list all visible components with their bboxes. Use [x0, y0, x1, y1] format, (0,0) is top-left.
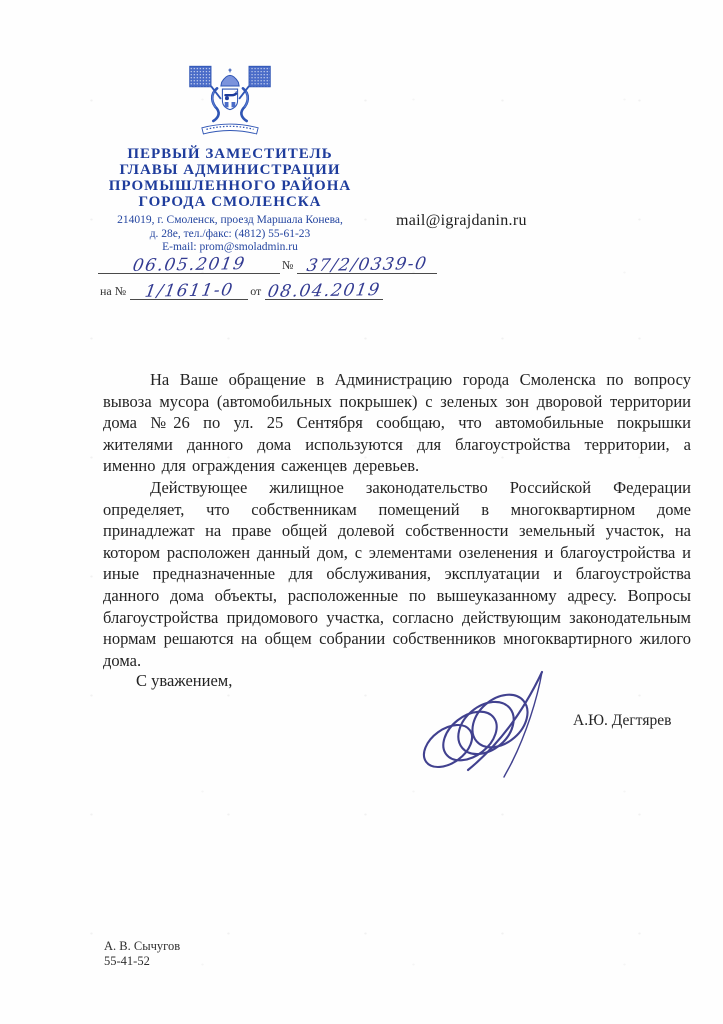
reply-number-handwritten: 1/1611-0 [143, 280, 236, 302]
reply-date-field [265, 279, 383, 300]
handwritten-signature [412, 658, 570, 786]
outgoing-reference-line [98, 253, 443, 277]
sender-title-line: ГОРОДА СМОЛЕНСКА [138, 194, 322, 210]
sender-title-line: ГЛАВЫ АДМИНИСТРАЦИИ [119, 162, 341, 178]
body-paragraph: На Ваше обращение в Администрацию города Смоленска по вопросу вывоза мусора (автомобильных покрышек) с зеленых зон дворовой территории дома №26 по ул. 25 Сентября сообщаю, что автомобильные покрышки жителями данного дома используются для благоустройства территории, а именно для ограждения саженцев деревьев. [103, 370, 691, 476]
closing-salutation: С уважением, [136, 671, 233, 690]
number-sign-label: № [282, 258, 294, 272]
reply-number-field [130, 279, 248, 300]
letterhead [72, 64, 388, 255]
signatory-name: А.Ю. Дегтярев [573, 712, 672, 729]
from-date-label: от [250, 284, 262, 298]
incoming-reference-line [98, 279, 443, 300]
reply-date-handwritten: 08.04.2019 [266, 280, 383, 302]
sender-address [72, 214, 388, 255]
letter-date-field [98, 253, 280, 274]
sender-address-line: 214019, г. Смоленск, проезд Маршала Конева, [117, 214, 343, 226]
letter-number-field [297, 253, 437, 277]
sender-title-line: ПРОМЫШЛЕННОГО РАЙОНА [108, 178, 352, 194]
sender-address-line: E-mail: prom@smoladmin.ru [162, 241, 298, 253]
body-paragraph: Действующее жилищное законодательство Российской Федерации определяет, что собственникам помещений в многоквартирном доме принадлежат на праве общей долевой собственности земельный участок, на котором расположен данный дом, с элементами озеленения и благоустройства и иные предназначенные для обслуживания, эксплуатации и благоустройства данного дома объекты, расположенные по вышеуказанному адресу. Вопросы благоустройства придомового участка, согласно действующим законодательным нормам решаются на общем собрании собственников многоквартирного жилого дома. [103, 477, 691, 670]
executor-name: А. В. Сычугов [104, 939, 181, 953]
sender-title [72, 146, 388, 210]
letter-number-handwritten: 37/2/0339-0 [305, 253, 430, 277]
smolensk-coat-of-arms-icon [180, 64, 280, 140]
reference-block [98, 253, 443, 305]
reply-to-label: на № [100, 284, 127, 298]
sender-title-line: ПЕРВЫЙ ЗАМЕСТИТЕЛЬ [127, 146, 333, 162]
recipient-email: mail@igrajdanin.ru [396, 212, 527, 229]
executor-phone: 55-41-52 [104, 954, 150, 968]
letter-date-handwritten: 06.05.2019 [131, 254, 247, 276]
sender-address-line: д. 28е, тел./факс: (4812) 55-61-23 [149, 227, 311, 240]
executor-block [104, 939, 180, 969]
letter-body [103, 369, 691, 671]
